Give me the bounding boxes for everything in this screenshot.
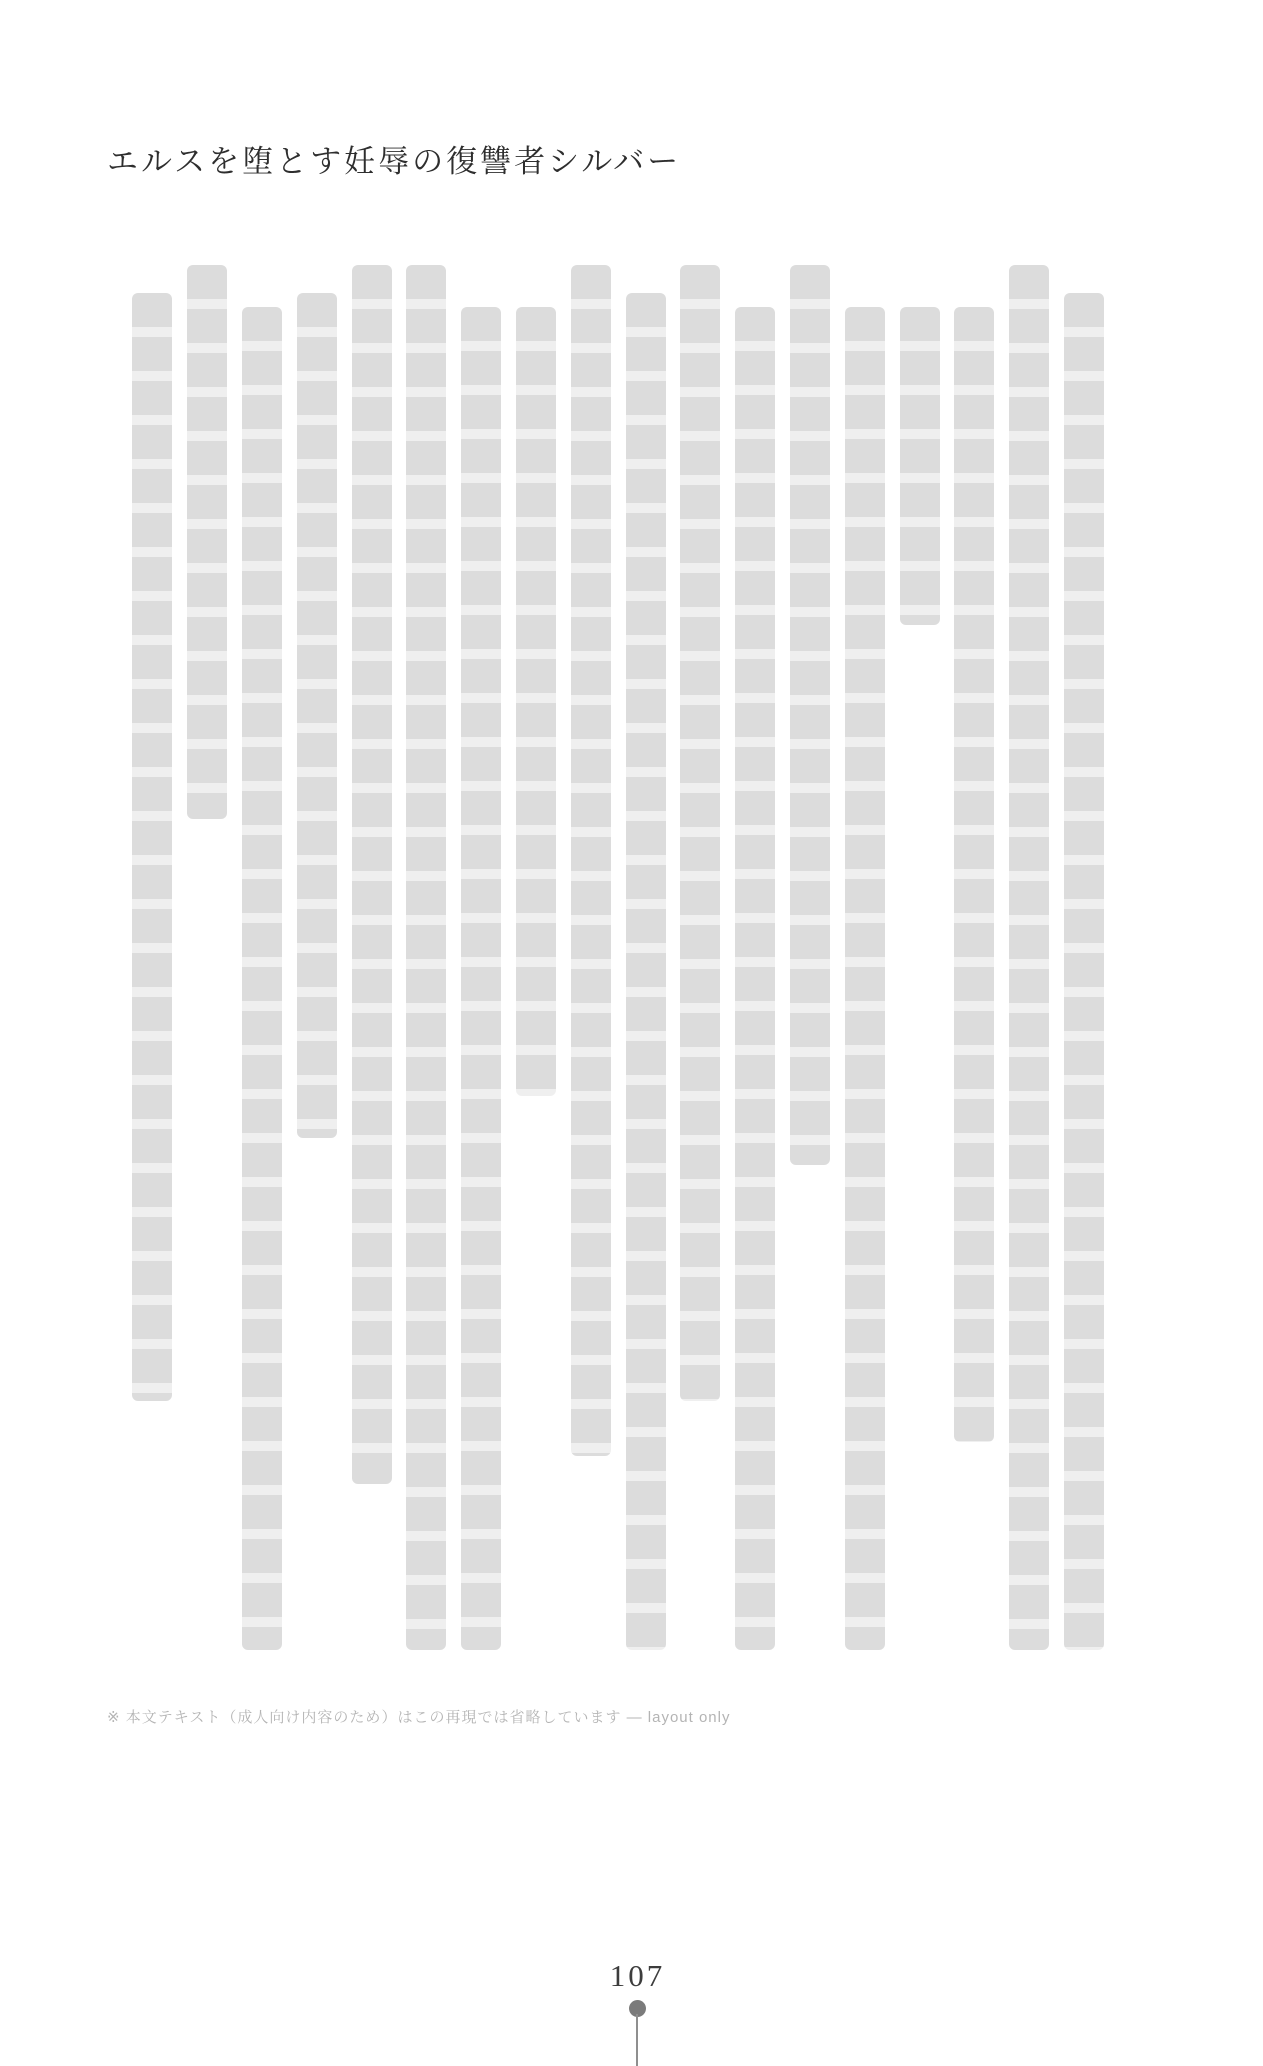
text-column-redacted bbox=[352, 265, 392, 1484]
text-column-redacted bbox=[900, 307, 940, 626]
redaction-note: ※ 本文テキスト（成人向け内容のため）はこの再現では省略しています — layout only bbox=[107, 1709, 731, 1726]
text-column-redacted bbox=[571, 265, 611, 1456]
page-number: 107 bbox=[609, 1958, 666, 1993]
text-column-redacted bbox=[954, 307, 994, 1443]
text-column-redacted bbox=[242, 307, 282, 1650]
text-column-redacted bbox=[406, 265, 446, 1650]
text-column-redacted bbox=[1009, 265, 1049, 1650]
text-column-redacted bbox=[626, 293, 666, 1650]
running-header-title: エルスを堕とす妊辱の復讐者シルバー bbox=[107, 144, 682, 179]
text-column-redacted bbox=[1064, 293, 1104, 1650]
text-column-redacted bbox=[461, 307, 501, 1650]
text-column-redacted bbox=[516, 307, 556, 1096]
text-column-redacted bbox=[132, 293, 172, 1401]
text-column-redacted bbox=[680, 265, 720, 1401]
text-column-redacted bbox=[187, 265, 227, 819]
text-column-redacted bbox=[297, 293, 337, 1138]
text-column-redacted bbox=[845, 307, 885, 1650]
footer-line-ornament bbox=[636, 2014, 638, 2066]
text-column-redacted bbox=[790, 265, 830, 1165]
vertical-text-block bbox=[0, 265, 1263, 1650]
text-column-redacted bbox=[735, 307, 775, 1650]
